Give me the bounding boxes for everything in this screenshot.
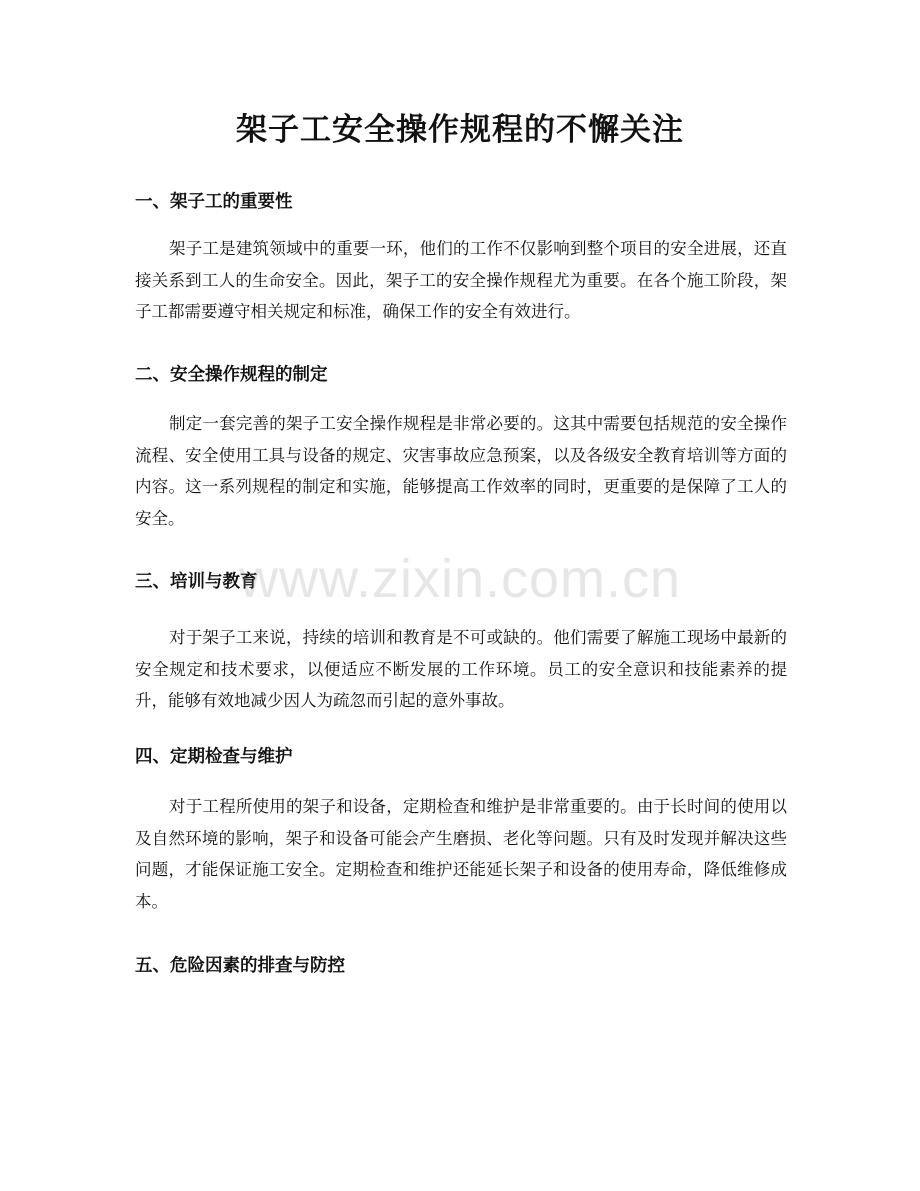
- section-heading-1: 一、架子工的重要性: [135, 192, 293, 212]
- document-title: 架子工安全操作规程的不懈关注: [236, 112, 684, 148]
- section-paragraph-1: 架子工是建筑领域中的重要一环，他们的工作不仅影响到整个项目的安全进展，还直接关系到工人的生命安全。因此，架子工的安全操作规程尤为重要。在各个施工阶段，架子工都需要遵守相关规定和标准，确保工作的安全有效进行。: [135, 239, 787, 321]
- section-heading-2: 二、安全操作规程的制定: [135, 365, 328, 385]
- watermark-text: www.zixin.com.cn: [238, 549, 682, 609]
- section-paragraph-3: 对于架子工来说，持续的培训和教育是不可或缺的。他们需要了解施工现场中最新的安全规定和技术要求，以便适应不断发展的工作环境。员工的安全意识和技能素养的提升，能够有效地减少因人为疏忽而引起的意外事故。: [135, 628, 787, 710]
- section-heading-4: 四、定期检查与维护: [135, 747, 293, 767]
- section-paragraph-2: 制定一套完善的架子工安全操作规程是非常必要的。这其中需要包括规范的安全操作流程、安全使用工具与设备的规定、灾害事故应急预案，以及各级安全教育培训等方面的内容。这一系列规程的制定和实施，能够提高工作效率的同时，更重要的是保障了工人的安全。: [135, 414, 787, 528]
- section-heading-5: 五、危险因素的排查与防控: [135, 956, 345, 976]
- section-paragraph-4: 对于工程所使用的架子和设备，定期检查和维护是非常重要的。由于长时间的使用以及自然环境的影响，架子和设备可能会产生磨损、老化等问题。只有及时发现并解决这些问题，才能保证施工安全。定期检查和维护还能延长架子和设备的使用寿命，降低维修成本。: [135, 797, 787, 911]
- section-heading-3: 三、培训与教育: [135, 572, 258, 592]
